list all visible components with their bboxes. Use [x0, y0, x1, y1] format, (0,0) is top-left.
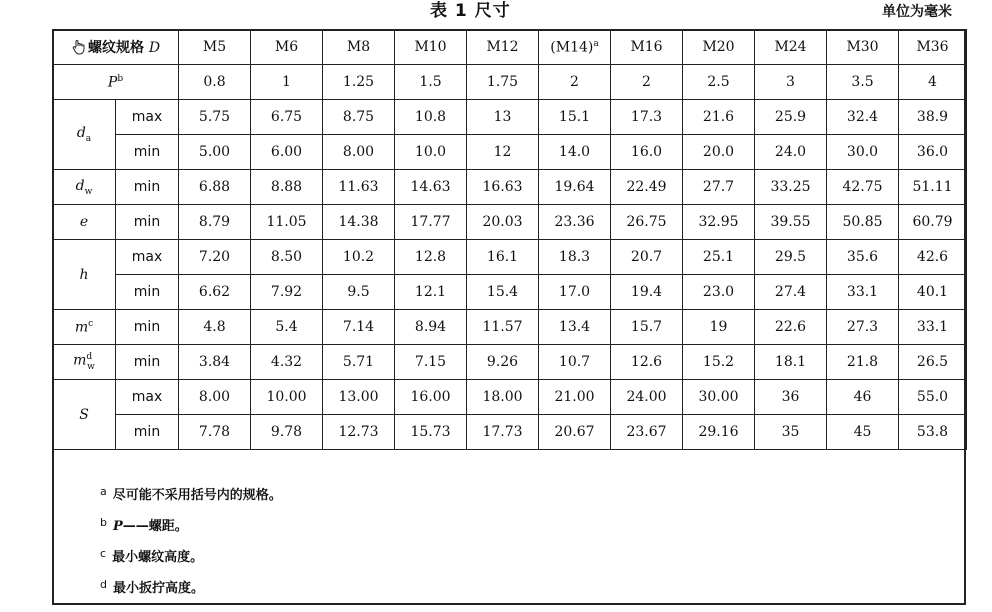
- size-header: M10: [395, 30, 467, 65]
- size-header: M30: [827, 30, 899, 65]
- value-cell: 12.73: [323, 415, 395, 450]
- size-header: M6: [251, 30, 323, 65]
- value-cell: 36: [755, 380, 827, 415]
- value-cell: 32.4: [827, 100, 899, 135]
- param-label: e: [53, 205, 116, 240]
- value-cell: 7.14: [323, 310, 395, 345]
- value-cell: 26.75: [611, 205, 683, 240]
- limit-label: min: [116, 415, 179, 450]
- value-cell: 35.6: [827, 240, 899, 275]
- size-header: [539, 30, 611, 65]
- param-subscript: a: [85, 133, 92, 144]
- value-cell: 2: [611, 65, 683, 100]
- row-dw-min: [53, 170, 967, 205]
- value-cell: 15.73: [395, 415, 467, 450]
- size-header: M36: [899, 30, 967, 65]
- size-header: M24: [755, 30, 827, 65]
- row-pitch: [53, 65, 967, 100]
- value-cell: 27.4: [755, 275, 827, 310]
- value-cell: 11.05: [251, 205, 323, 240]
- value-cell: 12: [467, 135, 539, 170]
- limit-label: min: [116, 310, 179, 345]
- value-cell: 0.8: [179, 65, 251, 100]
- value-cell: 10.2: [323, 240, 395, 275]
- footnote-text: 最小螺纹高度。: [112, 550, 204, 565]
- row-da-min: [53, 135, 967, 170]
- value-cell: 21.8: [827, 345, 899, 380]
- value-cell: 29.5: [755, 240, 827, 275]
- value-cell: 15.1: [539, 100, 611, 135]
- value-cell: 11.63: [323, 170, 395, 205]
- row-e-min: [53, 205, 967, 240]
- row-mw-min: [53, 345, 967, 380]
- value-cell: 9.26: [467, 345, 539, 380]
- value-cell: 30.00: [683, 380, 755, 415]
- value-cell: 8.94: [395, 310, 467, 345]
- value-cell: 17.3: [611, 100, 683, 135]
- value-cell: 13.4: [539, 310, 611, 345]
- value-cell: 33.25: [755, 170, 827, 205]
- param-label: [53, 65, 179, 100]
- value-cell: 9.78: [251, 415, 323, 450]
- value-cell: 16.00: [395, 380, 467, 415]
- footnote-symbol: P: [112, 519, 123, 534]
- value-cell: 19: [683, 310, 755, 345]
- value-cell: 1.25: [323, 65, 395, 100]
- value-cell: 42.6: [899, 240, 967, 275]
- limit-label: min: [116, 205, 179, 240]
- value-cell: 46: [827, 380, 899, 415]
- value-cell: 14.38: [323, 205, 395, 240]
- footnote-ref: d: [86, 352, 93, 363]
- value-cell: 8.00: [323, 135, 395, 170]
- footnote-ref: a: [593, 38, 599, 49]
- size-header: M16: [611, 30, 683, 65]
- value-cell: 7.78: [179, 415, 251, 450]
- value-cell: 27.7: [683, 170, 755, 205]
- footnote-mark: b: [100, 516, 107, 529]
- footnote-text: 尽可能不采用括号内的规格。: [112, 488, 282, 503]
- header-row: [53, 30, 967, 65]
- param-symbol: m: [74, 319, 89, 336]
- value-cell: 12.1: [395, 275, 467, 310]
- value-cell: 21.00: [539, 380, 611, 415]
- value-cell: 23.67: [611, 415, 683, 450]
- size-header: M5: [179, 30, 251, 65]
- dimensions-table: [52, 29, 967, 450]
- value-cell: 33.1: [899, 310, 967, 345]
- limit-label: min: [116, 275, 179, 310]
- value-cell: 5.00: [179, 135, 251, 170]
- footnote-mark: a: [100, 485, 107, 498]
- row-s-min: [53, 415, 967, 450]
- value-cell: 19.64: [539, 170, 611, 205]
- value-cell: 8.79: [179, 205, 251, 240]
- value-cell: 15.7: [611, 310, 683, 345]
- value-cell: 21.6: [683, 100, 755, 135]
- value-cell: 42.75: [827, 170, 899, 205]
- value-cell: 27.3: [827, 310, 899, 345]
- value-cell: 12.8: [395, 240, 467, 275]
- value-cell: 15.2: [683, 345, 755, 380]
- value-cell: 8.00: [179, 380, 251, 415]
- value-cell: 1.75: [467, 65, 539, 100]
- value-cell: 14.63: [395, 170, 467, 205]
- param-label: [53, 345, 116, 380]
- param-subscript: w: [87, 361, 95, 372]
- value-cell: 51.11: [899, 170, 967, 205]
- footnotes: [100, 476, 282, 600]
- value-cell: 4.8: [179, 310, 251, 345]
- value-cell: 8.88: [251, 170, 323, 205]
- value-cell: 17.0: [539, 275, 611, 310]
- size-header: M8: [323, 30, 395, 65]
- value-cell: 6.00: [251, 135, 323, 170]
- value-cell: 20.03: [467, 205, 539, 240]
- limit-label: max: [116, 100, 179, 135]
- value-cell: 12.6: [611, 345, 683, 380]
- param-symbol: d: [76, 125, 86, 142]
- value-cell: 60.79: [899, 205, 967, 240]
- value-cell: 30.0: [827, 135, 899, 170]
- value-cell: 4: [899, 65, 967, 100]
- value-cell: 5.75: [179, 100, 251, 135]
- value-cell: 20.7: [611, 240, 683, 275]
- value-cell: 22.49: [611, 170, 683, 205]
- row-s-max: [53, 380, 967, 415]
- value-cell: 22.6: [755, 310, 827, 345]
- value-cell: 25.1: [683, 240, 755, 275]
- value-cell: 6.75: [251, 100, 323, 135]
- spec-label: 螺纹规格: [87, 40, 144, 56]
- value-cell: 50.85: [827, 205, 899, 240]
- value-cell: 32.95: [683, 205, 755, 240]
- value-cell: 20.67: [539, 415, 611, 450]
- limit-label: min: [116, 135, 179, 170]
- limit-label: max: [116, 240, 179, 275]
- value-cell: 16.63: [467, 170, 539, 205]
- value-cell: 11.57: [467, 310, 539, 345]
- value-cell: 18.3: [539, 240, 611, 275]
- value-cell: 16.1: [467, 240, 539, 275]
- value-cell: 25.9: [755, 100, 827, 135]
- value-cell: 3.5: [827, 65, 899, 100]
- value-cell: 55.0: [899, 380, 967, 415]
- param-symbol: d: [75, 177, 85, 194]
- value-cell: 24.00: [611, 380, 683, 415]
- footnote-text: 最小扳拧高度。: [112, 581, 204, 596]
- value-cell: 6.62: [179, 275, 251, 310]
- value-cell: 7.15: [395, 345, 467, 380]
- size-header-label: (M14): [550, 39, 594, 56]
- value-cell: 20.0: [683, 135, 755, 170]
- row-m-min: [53, 310, 967, 345]
- value-cell: 38.9: [899, 100, 967, 135]
- param-label: S: [53, 380, 116, 450]
- value-cell: 10.7: [539, 345, 611, 380]
- value-cell: 18.00: [467, 380, 539, 415]
- value-cell: 7.20: [179, 240, 251, 275]
- value-cell: 2.5: [683, 65, 755, 100]
- footnote: [100, 569, 282, 600]
- value-cell: 14.0: [539, 135, 611, 170]
- param-subscript: w: [84, 186, 93, 197]
- row-h-min: [53, 275, 967, 310]
- value-cell: 36.0: [899, 135, 967, 170]
- param-symbol: P: [107, 74, 118, 91]
- footnote-text: ——螺距。: [122, 519, 188, 534]
- value-cell: 9.5: [323, 275, 395, 310]
- spec-symbol: D: [148, 40, 161, 56]
- value-cell: 24.0: [755, 135, 827, 170]
- footnote-ref: b: [117, 73, 124, 84]
- limit-label: max: [116, 380, 179, 415]
- value-cell: 13: [467, 100, 539, 135]
- size-header: M12: [467, 30, 539, 65]
- param-label: h: [53, 240, 116, 310]
- value-cell: 8.50: [251, 240, 323, 275]
- value-cell: 18.1: [755, 345, 827, 380]
- value-cell: 6.88: [179, 170, 251, 205]
- value-cell: 45: [827, 415, 899, 450]
- value-cell: 5.71: [323, 345, 395, 380]
- value-cell: 5.4: [251, 310, 323, 345]
- value-cell: 19.4: [611, 275, 683, 310]
- limit-label: min: [116, 345, 179, 380]
- param-label: [53, 170, 116, 205]
- footnote: [100, 476, 282, 507]
- size-header: M20: [683, 30, 755, 65]
- value-cell: 4.32: [251, 345, 323, 380]
- value-cell: 35: [755, 415, 827, 450]
- value-cell: 10.8: [395, 100, 467, 135]
- row-da-max: [53, 100, 967, 135]
- value-cell: 17.77: [395, 205, 467, 240]
- value-cell: 2: [539, 65, 611, 100]
- value-cell: 3.84: [179, 345, 251, 380]
- unit-label: 单位为毫米: [882, 4, 952, 20]
- param-label: [53, 310, 116, 345]
- table-title: 表 1 尺寸: [430, 1, 511, 21]
- value-cell: 23.36: [539, 205, 611, 240]
- value-cell: 17.73: [467, 415, 539, 450]
- value-cell: 13.00: [323, 380, 395, 415]
- value-cell: 53.8: [899, 415, 967, 450]
- value-cell: 26.5: [899, 345, 967, 380]
- hand-cursor-icon: [71, 39, 87, 55]
- footnote: [100, 507, 282, 538]
- value-cell: 3: [755, 65, 827, 100]
- value-cell: 23.0: [683, 275, 755, 310]
- value-cell: 33.1: [827, 275, 899, 310]
- limit-label: min: [116, 170, 179, 205]
- value-cell: 10.0: [395, 135, 467, 170]
- value-cell: 40.1: [899, 275, 967, 310]
- value-cell: 29.16: [683, 415, 755, 450]
- value-cell: 39.55: [755, 205, 827, 240]
- footnote: [100, 538, 282, 569]
- param-label: [53, 100, 116, 170]
- value-cell: 1: [251, 65, 323, 100]
- param-symbol: m: [73, 352, 87, 369]
- spec-header-cell: [53, 30, 179, 65]
- value-cell: 7.92: [251, 275, 323, 310]
- value-cell: 10.00: [251, 380, 323, 415]
- value-cell: 16.0: [611, 135, 683, 170]
- row-h-max: [53, 240, 967, 275]
- value-cell: 8.75: [323, 100, 395, 135]
- footnote-ref: c: [88, 318, 94, 329]
- value-cell: 15.4: [467, 275, 539, 310]
- footnote-mark: d: [100, 578, 107, 591]
- footnote-mark: c: [100, 547, 107, 560]
- value-cell: 1.5: [395, 65, 467, 100]
